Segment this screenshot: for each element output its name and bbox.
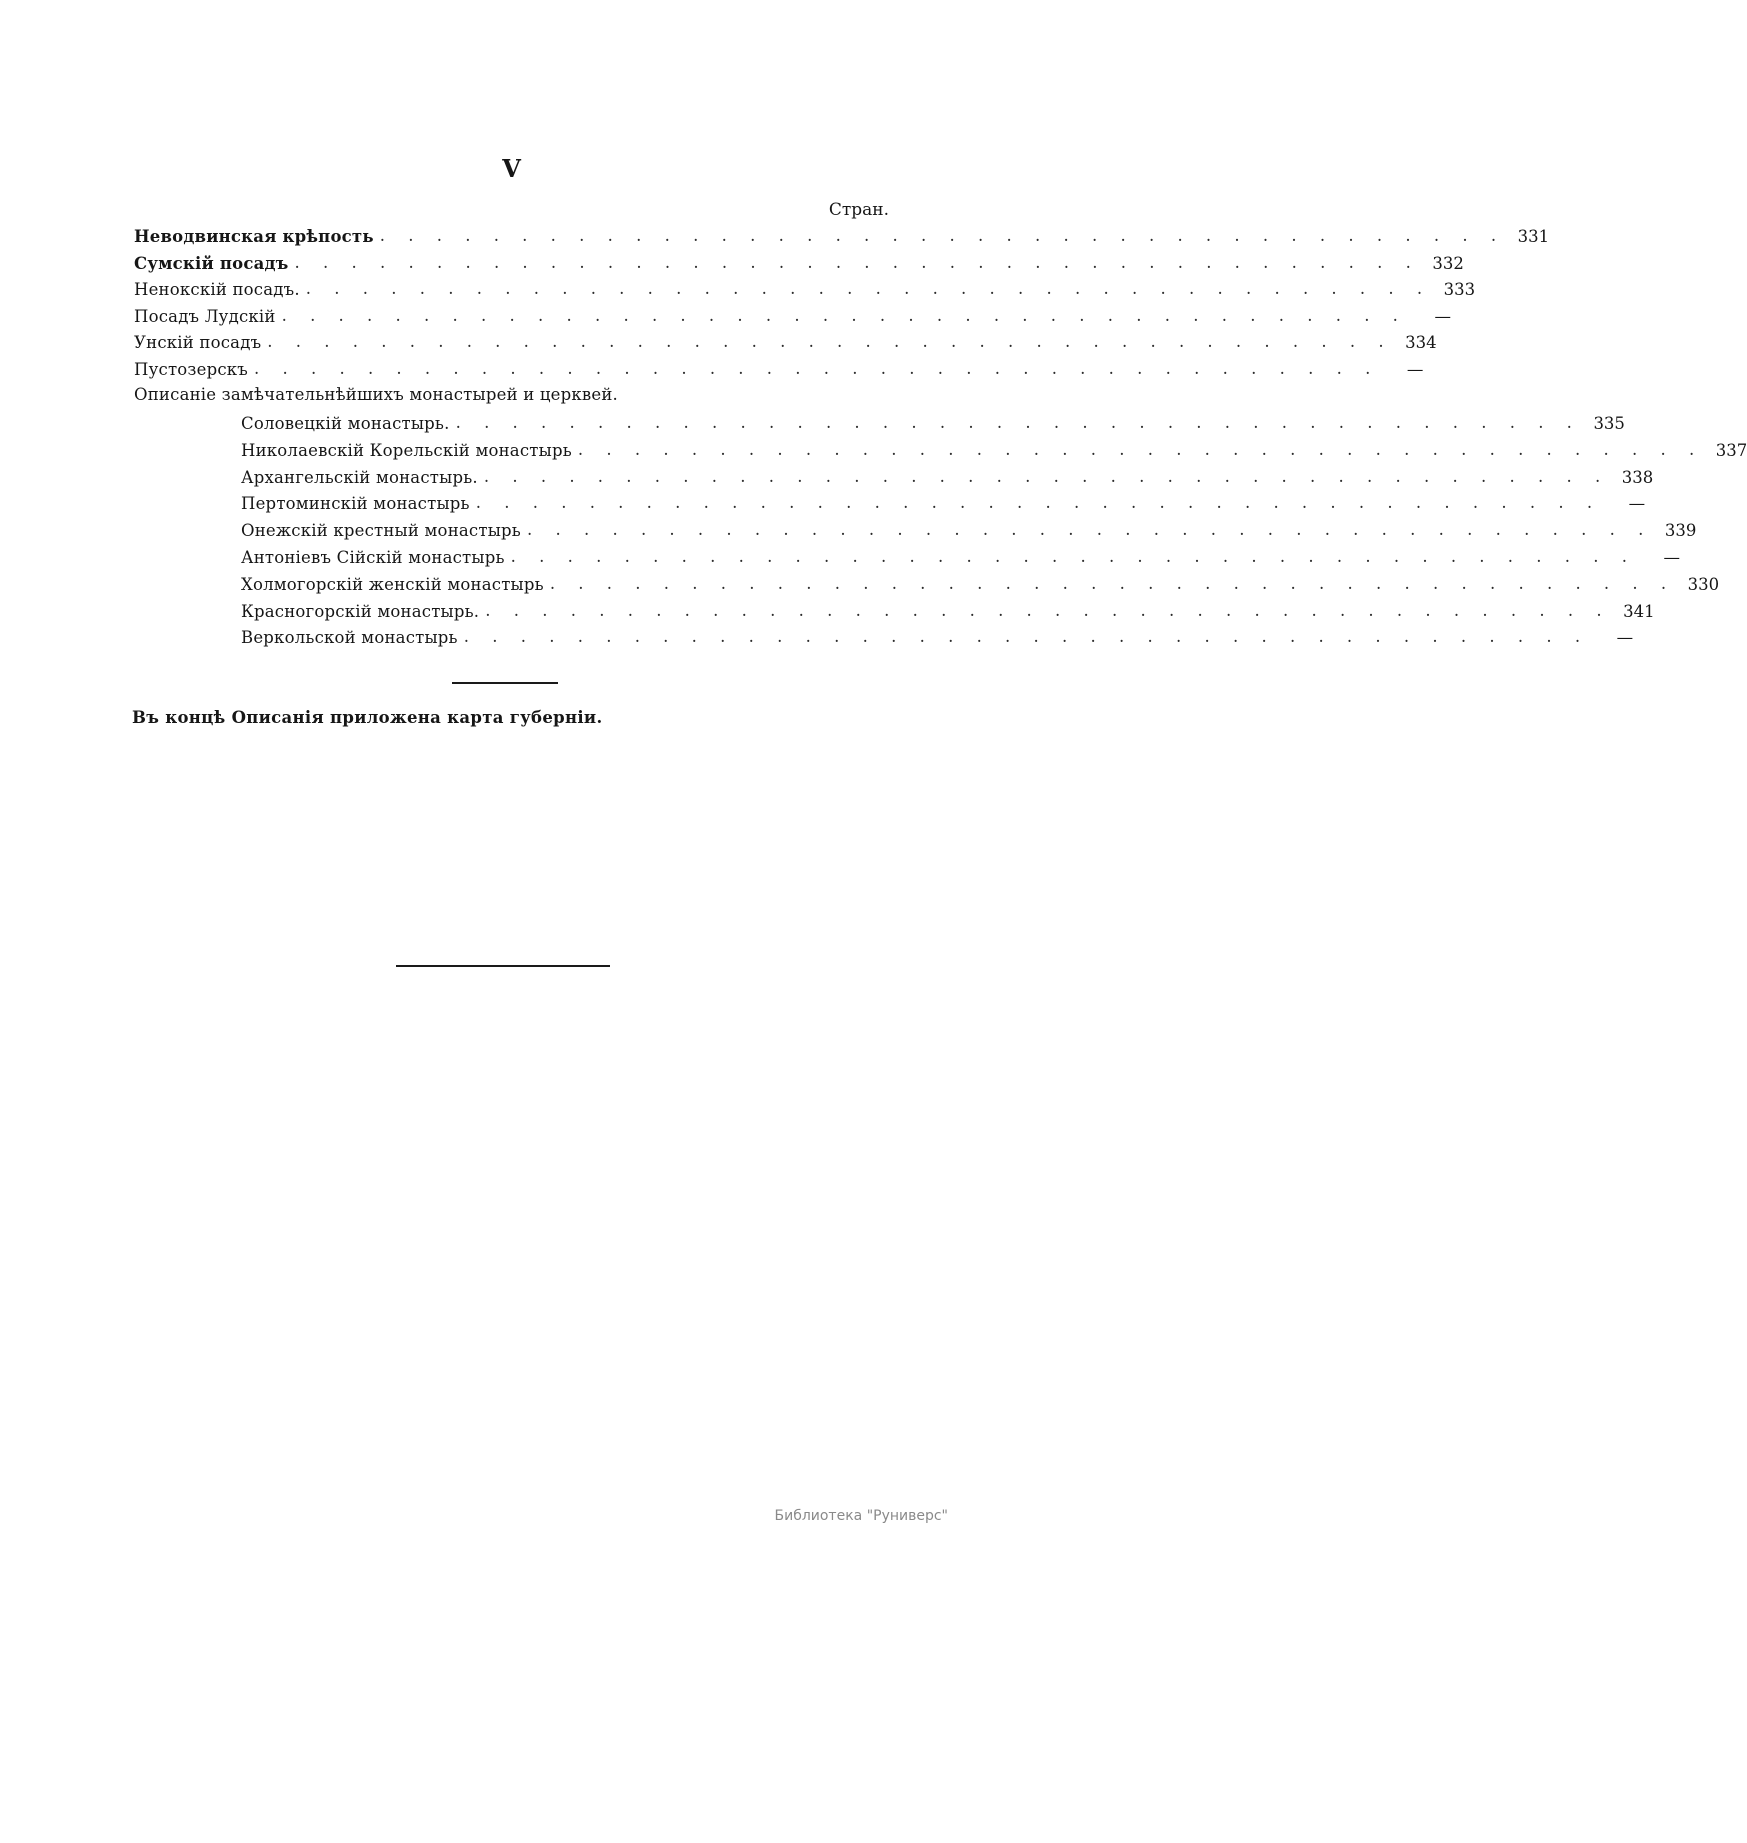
divider-rule-bottom — [396, 965, 610, 967]
toc-subentry-page: 335 — [1593, 414, 1625, 433]
toc-subrow — [241, 625, 1634, 649]
toc-row — [134, 224, 1550, 248]
toc-subentry-title: Соловецкій монастырь. — [241, 414, 450, 433]
toc-subentry-page: 339 — [1664, 521, 1697, 540]
toc-subentry-page: — — [1616, 628, 1634, 647]
dot-leader: . . . . . . . . . . . . . . . . . . . . . . . . . . . . . . . . . . . . . . . . — [526, 520, 1653, 539]
toc-row — [134, 330, 1437, 354]
toc-subentry-title: Холмогорскій женскій монастырь — [241, 575, 544, 594]
toc-row — [134, 251, 1464, 275]
toc-subentry-title: Николаевскій Корельскій монастырь — [241, 441, 572, 460]
page-column-header: Стран. — [828, 200, 889, 220]
toc-subentry-title: Антоніевъ Сійскій монастырь — [241, 548, 505, 567]
library-watermark: Библиотека "Руниверс" — [774, 1508, 948, 1524]
toc-subrow — [241, 545, 1681, 569]
dot-leader: . . . . . . . . . . . . . . . . . . . . . . . . . . . . . . . . . . . . . . . . — [577, 440, 1704, 459]
page-number: V — [502, 154, 522, 183]
toc-subentry-title: Веркольской монастырь — [241, 628, 458, 647]
toc-entry-page: — — [1406, 360, 1424, 379]
toc-subrow — [241, 518, 1697, 542]
toc-entry-page: 333 — [1443, 280, 1476, 299]
toc-subrow — [241, 411, 1625, 435]
dot-leader: . . . . . . . . . . . . . . . . . . . . . . . . . . . . . . . . . . . . . . . . — [253, 359, 1380, 378]
dot-leader: . . . . . . . . . . . . . . . . . . . . . . . . . . . . . . . . . . . . . . . . — [281, 306, 1407, 325]
toc-subrow — [241, 465, 1654, 489]
dot-leader: . . . . . . . . . . . . . . . . . . . . . . . . . . . . . . . . . . . . . . . . — [485, 601, 1611, 620]
dot-leader: . . . . . . . . . . . . . . . . . . . . . . . . . . . . . . . . . . . . . . . . — [455, 413, 1581, 432]
divider-rule — [452, 682, 558, 684]
toc-subrow — [241, 491, 1646, 515]
dot-leader: . . . . . . . . . . . . . . . . . . . . . . . . . . . . . . . . . . . . . . . . — [294, 253, 1420, 272]
toc-subentry-page: 330 — [1687, 575, 1720, 594]
toc-entry-title: Посадъ Лудскій — [134, 307, 276, 326]
dot-leader: . . . . . . . . . . . . . . . . . . . . . . . . . . . . . . . . . . . . . . . . — [267, 332, 1393, 351]
toc-subentry-page: 337 — [1715, 441, 1747, 460]
toc-subentry-page: 341 — [1623, 602, 1655, 621]
toc-row — [134, 277, 1476, 301]
toc-entry-page: 332 — [1432, 254, 1464, 273]
toc-subrow — [241, 438, 1747, 462]
toc-subentry-page: — — [1663, 548, 1681, 567]
toc-subentry-page: — — [1628, 494, 1646, 513]
toc-entry-title: Пустозерскъ — [134, 360, 248, 379]
toc-subrow — [241, 572, 1720, 596]
footnote: Въ концѣ Описанія приложена карта губерніи. — [132, 708, 603, 727]
dot-leader: . . . . . . . . . . . . . . . . . . . . . . . . . . . . . . . . . . . . . . . . — [483, 467, 1610, 486]
toc-subrow — [241, 599, 1655, 623]
dot-leader: . . . . . . . . . . . . . . . . . . . . . . . . . . . . . . . . . . . . . . . . — [305, 279, 1432, 298]
toc-row — [134, 357, 1424, 381]
dot-leader: . . . . . . . . . . . . . . . . . . . . . . . . . . . . . . . . . . . . . . . . — [510, 547, 1637, 566]
toc-subentry-title: Онежскій крестный монастырь — [241, 521, 521, 540]
toc-entry-page: 331 — [1517, 227, 1550, 246]
toc-subentry-title: Архангельскій монастырь. — [241, 468, 478, 487]
toc-entry-title: Сумскій посадъ — [134, 254, 289, 273]
toc-entry-page: — — [1434, 307, 1451, 326]
toc-entry-title: Ненокскій посадъ. — [134, 280, 300, 299]
toc-row — [134, 304, 1451, 328]
section-heading: Описаніе замѣчательнѣйшихъ монастырей и церквей. — [134, 385, 618, 404]
dot-leader: . . . . . . . . . . . . . . . . . . . . . . . . . . . . . . . . . . . . . . . . — [475, 493, 1602, 512]
dot-leader: . . . . . . . . . . . . . . . . . . . . . . . . . . . . . . . . . . . . . . . . — [463, 627, 1590, 646]
dot-leader: . . . . . . . . . . . . . . . . . . . . . . . . . . . . . . . . . . . . . . . . — [379, 226, 1506, 245]
toc-entry-title: Неводвинская крѣпость — [134, 227, 374, 246]
toc-entry-title: Унскій посадъ — [134, 333, 262, 352]
toc-subentry-title: Красногорскій монастырь. — [241, 602, 480, 621]
dot-leader: . . . . . . . . . . . . . . . . . . . . . . . . . . . . . . . . . . . . . . . . — [549, 574, 1676, 593]
toc-subentry-page: 338 — [1621, 468, 1654, 487]
toc-subentry-title: Пертоминскій монастырь — [241, 494, 470, 513]
toc-entry-page: 334 — [1405, 333, 1437, 352]
